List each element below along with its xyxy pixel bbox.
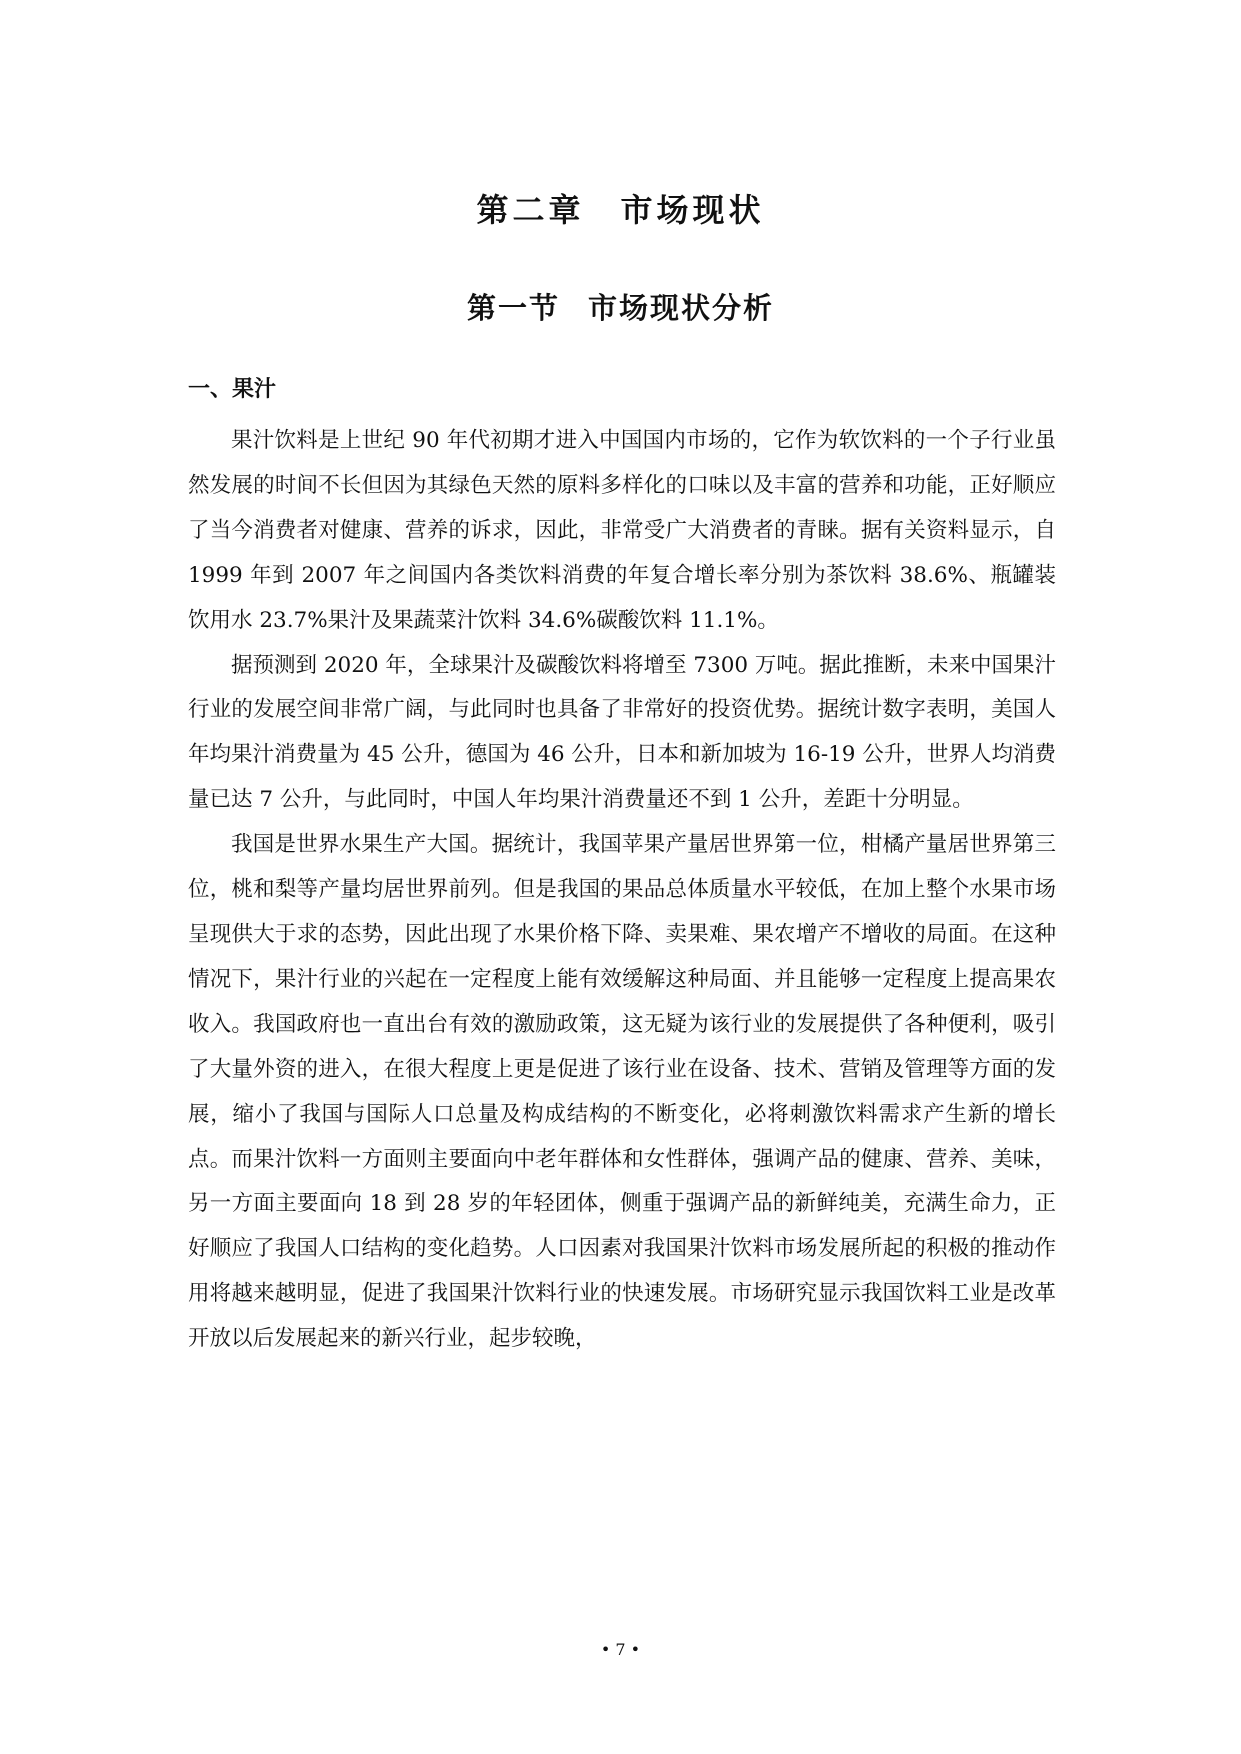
page-number: • 7 • (600, 1640, 641, 1659)
section-title (0, 288, 1241, 328)
section-number: 第一节 (466, 291, 560, 325)
paragraph-2: 据预测到 2020 年，全球果汁及碳酸饮料将增至 7300 万吨。据此推断，未来中国果汁行业的发展空间非常广阔，与此同时也具备了非常好的投资优势。据统计数字表明，美国人年均果汁消费量为 45 公升，德国为 46 公升，日本和新加坡为 16-19 公升，世界人均消费量已达 7 公升，与此同时，中国人年均果汁消费量还不到 1 公升，差距十分明显。 (188, 652, 1056, 813)
body-text (188, 419, 1056, 1362)
paragraph-3: 我国是世界水果生产大国。据统计，我国苹果产量居世界第一位，柑橘产量居世界第三位，桃和梨等产量均居世界前列。但是我国的果品总体质量水平较低，在加上整个水果市场呈现供大于求的态势，因此出现了水果价格下降、卖果难、果农增产不增收的局面。在这种情况下，果汁行业的兴起在一定程度上能有效缓解这种局面、并且能够一定程度上提高果农收入。我国政府也一直出台有效的激励政策，这无疑为该行业的发展提供了各种便利，吸引了大量外资的进入，在很大程度上更是促进了该行业在设备、技术、营销及管理等方面的发展，缩小了我国与国际人口总量及构成结构的不断变化，必将刺激饮料需求产生新的增长点。而果汁饮料一方面则主要面向中老年群体和女性群体，强调产品的健康、营养、美味，另一方面主要面向 18 到 28 岁的年轻团体，侧重于强调产品的新鲜纯美，充满生命力，正好顺应了我国人口结构的变化趋势。人口因素对我国果汁饮料市场发展所起的积极的推动作用将越来越明显，促进了我国果汁饮料行业的快速发展。市场研究显示我国饮料工业是改革开放以后发展起来的新兴行业，起步较晚， (188, 832, 1056, 1352)
section-name: 市场现状分析 (588, 291, 775, 325)
chapter-number: 第二章 (476, 191, 585, 229)
subheading-juice: 一、果汁 (188, 377, 277, 402)
chapter-name: 市场现状 (620, 191, 765, 229)
chapter-title (0, 190, 1241, 230)
paragraph-1: 果汁饮料是上世纪 90 年代初期才进入中国国内市场的，它作为软饮料的一个子行业虽然发展的时间不长但因为其绿色天然的原料多样化的口味以及丰富的营养和功能，正好顺应了当今消费者对健康、营养的诉求，因此，非常受广大消费者的青睐。据有关资料显示，自 1999 年到 2007 年之间国内各类饮料消费的年复合增长率分别为茶饮料 38.6%、瓶罐装饮用水 23.7%果汁及果蔬菜汁饮料 34.6%碳酸饮料 11.1%。 (188, 428, 1056, 633)
